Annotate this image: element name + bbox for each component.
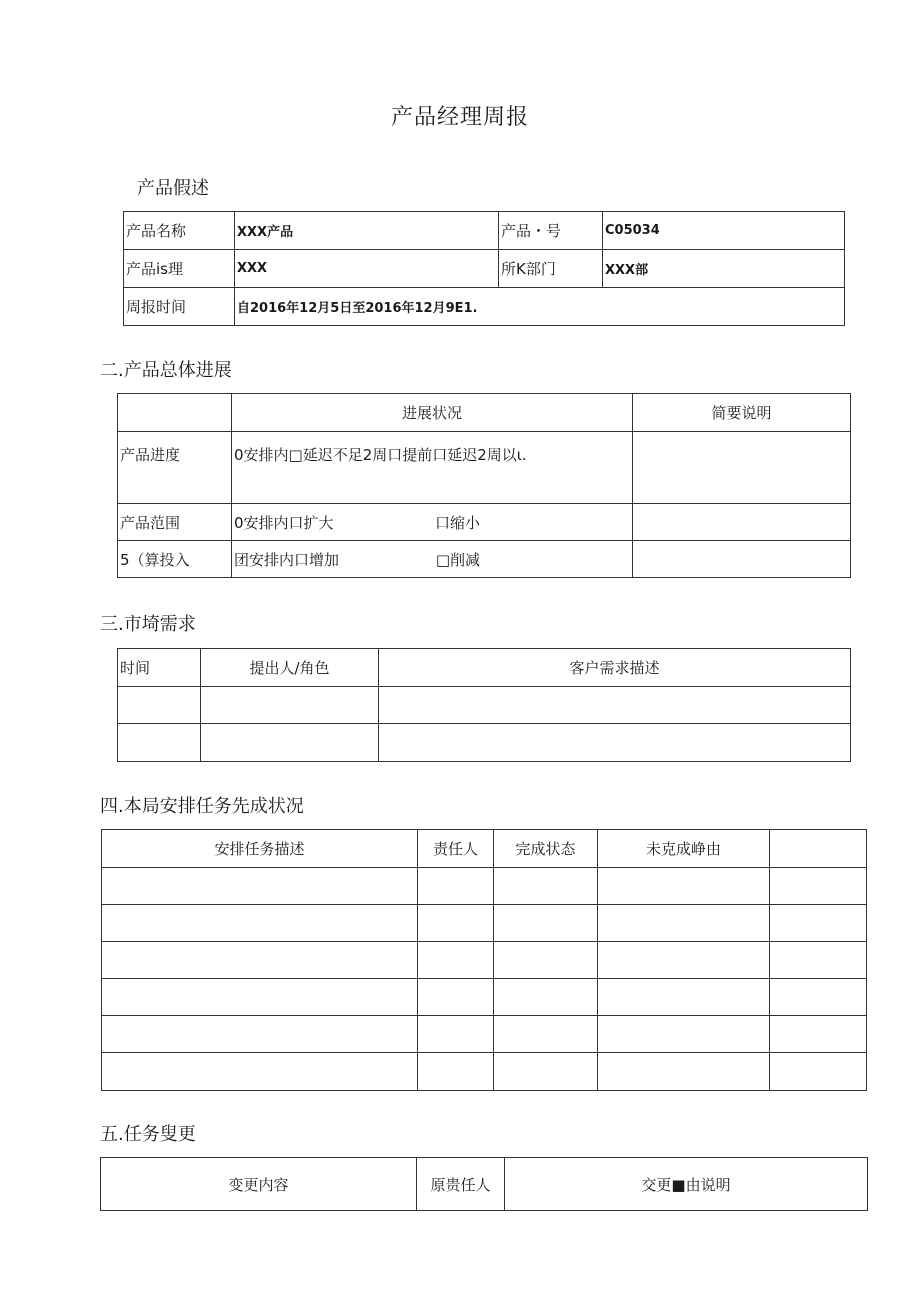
report-time-value: 自2016年12月5日至2016年12月9E1. — [235, 288, 845, 326]
table-row — [124, 250, 845, 288]
header-task: 安排任务描述 — [102, 830, 418, 868]
table-header-row — [118, 649, 851, 687]
table-row — [102, 942, 867, 979]
table-row — [124, 288, 845, 326]
budget-status-cut: □削减 — [435, 550, 480, 569]
scope-status: 0安排内口扩大 — [234, 513, 334, 532]
budget-label: 5（算投入 — [118, 541, 232, 578]
header-extra — [770, 830, 867, 868]
market-demand-table — [117, 648, 851, 762]
table-row — [102, 1053, 867, 1091]
table-row — [118, 504, 851, 541]
table-row — [124, 212, 845, 250]
table-header-row — [102, 830, 867, 868]
schedule-status: 0安排内□延迟不足2周口提前口延迟2周以ι. — [232, 432, 633, 504]
section2-heading: 二.产品总体进展 — [100, 360, 232, 381]
table-header-row — [118, 394, 851, 432]
header-demand: 客户需求描述 — [379, 649, 851, 687]
table-row — [118, 687, 851, 724]
table-row — [102, 868, 867, 905]
header-blank — [118, 394, 232, 432]
scope-note — [633, 504, 851, 541]
section1-heading: 产品假述 — [137, 178, 209, 199]
table-row — [102, 979, 867, 1016]
header-change-content: 变更内容 — [101, 1158, 417, 1211]
header-reason: 未克成峥由 — [598, 830, 770, 868]
header-status: 进展状况 — [232, 394, 633, 432]
product-manager-value: XXX — [235, 250, 499, 288]
product-number-value: C05034 — [603, 212, 845, 250]
header-owner: 责任人 — [418, 830, 494, 868]
header-brief: 简要说明 — [633, 394, 851, 432]
header-change-reason: 交更■由说明 — [505, 1158, 868, 1211]
table-row — [102, 1016, 867, 1053]
section3-heading: 三.市埼需求 — [100, 614, 196, 635]
scope-status-shrink: 口缩小 — [434, 513, 480, 532]
header-original-owner: 原贵任人 — [417, 1158, 505, 1211]
table-row — [118, 541, 851, 578]
header-completion: 完成状态 — [494, 830, 598, 868]
budget-note — [633, 541, 851, 578]
section4-heading: 四.本局安排任务先成状况 — [100, 796, 304, 817]
table-row — [118, 432, 851, 504]
budget-status: 团安排内口增加 — [234, 550, 340, 569]
header-time: 时间 — [118, 649, 201, 687]
product-number-label: 产品・号 — [499, 212, 603, 250]
product-info-table — [123, 211, 845, 326]
table-header-row — [101, 1158, 868, 1211]
progress-table — [117, 393, 851, 578]
product-name-label: 产品名称 — [124, 212, 235, 250]
table-row — [118, 724, 851, 762]
product-manager-label: 产品is理 — [124, 250, 235, 288]
page-title: 产品经理周报 — [390, 105, 529, 130]
schedule-label: 产品进度 — [118, 432, 232, 504]
task-change-table — [100, 1157, 868, 1211]
scope-label: 产品范围 — [118, 504, 232, 541]
section5-heading: 五.任务叟更 — [100, 1124, 196, 1145]
table-row — [102, 905, 867, 942]
product-name-value: XXX产品 — [235, 212, 499, 250]
task-status-table — [101, 829, 867, 1091]
department-label: 所K部门 — [499, 250, 603, 288]
department-value: XXX部 — [603, 250, 845, 288]
header-proposer: 提出人/角色 — [201, 649, 379, 687]
schedule-note — [633, 432, 851, 504]
report-time-label: 周报时间 — [124, 288, 235, 326]
